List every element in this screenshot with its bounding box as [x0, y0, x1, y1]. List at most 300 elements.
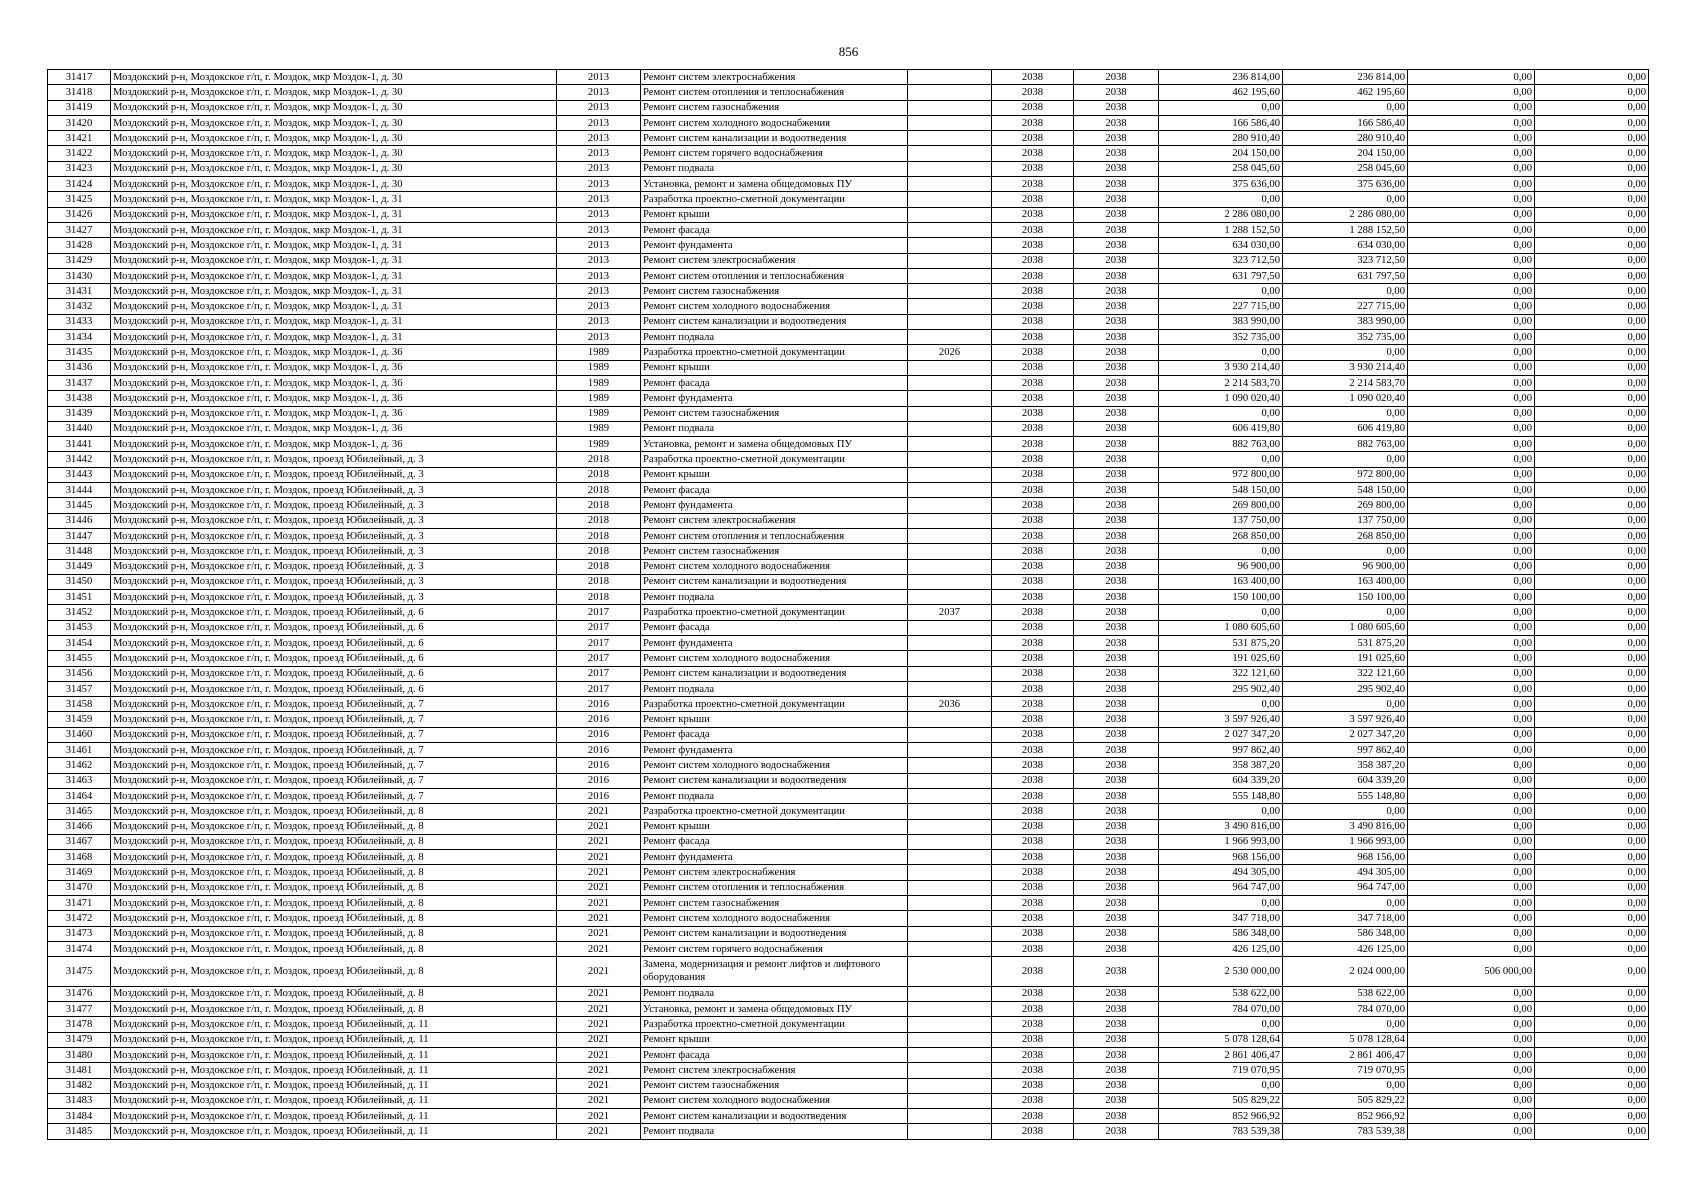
- period-start-cell: 2038: [992, 1109, 1074, 1124]
- table-row: [48, 773, 1649, 788]
- commission-year-cell: 2013: [557, 314, 641, 329]
- fund-cost-cell: 1 080 605,60: [1283, 620, 1408, 635]
- period-start-cell: 2038: [992, 804, 1074, 819]
- other-cost-cell: 0,00: [1535, 850, 1649, 865]
- subsidy-cost-cell: 0,00: [1408, 421, 1535, 436]
- address-cell: Моздокский р-н, Моздокское г/п, г. Моздок, мкр Моздок-1, д. 30: [111, 85, 557, 100]
- period-start-cell: 2038: [992, 467, 1074, 482]
- total-cost-cell: 322 121,60: [1159, 666, 1283, 681]
- period-end-cell: 2038: [1074, 635, 1159, 650]
- commission-year-cell: 2021: [557, 850, 641, 865]
- period-start-cell: 2038: [992, 1063, 1074, 1078]
- subsidy-cost-cell: 0,00: [1408, 1124, 1535, 1139]
- address-cell: Моздокский р-н, Моздокское г/п, г. Моздок, мкр Моздок-1, д. 31: [111, 222, 557, 237]
- commission-year-cell: 2013: [557, 207, 641, 222]
- table-row: [48, 926, 1649, 941]
- table-row: [48, 1032, 1649, 1047]
- subsidy-cost-cell: 0,00: [1408, 330, 1535, 345]
- planned-year-cell: [908, 880, 992, 895]
- table-row: [48, 253, 1649, 268]
- planned-year-cell: [908, 268, 992, 283]
- fund-cost-cell: 191 025,60: [1283, 651, 1408, 666]
- planned-year-cell: [908, 85, 992, 100]
- total-cost-cell: 631 797,50: [1159, 268, 1283, 283]
- address-cell: Моздокский р-н, Моздокское г/п, г. Моздок, проезд Юбилейный, д. 11: [111, 1093, 557, 1108]
- table-row: [48, 651, 1649, 666]
- fund-cost-cell: 882 763,00: [1283, 437, 1408, 452]
- table-row: [48, 743, 1649, 758]
- total-cost-cell: 383 990,00: [1159, 314, 1283, 329]
- fund-cost-cell: 1 966 993,00: [1283, 834, 1408, 849]
- period-start-cell: 2038: [992, 620, 1074, 635]
- work-type-cell: Ремонт систем отопления и теплоснабжения: [641, 880, 908, 895]
- fund-cost-cell: 347 718,00: [1283, 911, 1408, 926]
- row-number: 31456: [48, 666, 111, 681]
- other-cost-cell: 0,00: [1535, 957, 1649, 987]
- planned-year-cell: [908, 238, 992, 253]
- total-cost-cell: 494 305,00: [1159, 865, 1283, 880]
- fund-cost-cell: 0,00: [1283, 452, 1408, 467]
- subsidy-cost-cell: 0,00: [1408, 544, 1535, 559]
- period-end-cell: 2038: [1074, 406, 1159, 421]
- total-cost-cell: 634 030,00: [1159, 238, 1283, 253]
- planned-year-cell: [908, 222, 992, 237]
- subsidy-cost-cell: 0,00: [1408, 880, 1535, 895]
- total-cost-cell: 548 150,00: [1159, 483, 1283, 498]
- period-end-cell: 2038: [1074, 651, 1159, 666]
- fund-cost-cell: 258 045,60: [1283, 161, 1408, 176]
- row-number: 31429: [48, 253, 111, 268]
- total-cost-cell: 0,00: [1159, 605, 1283, 620]
- total-cost-cell: 505 829,22: [1159, 1093, 1283, 1108]
- period-end-cell: 2038: [1074, 712, 1159, 727]
- fund-cost-cell: 1 090 020,40: [1283, 391, 1408, 406]
- commission-year-cell: 2013: [557, 330, 641, 345]
- address-cell: Моздокский р-н, Моздокское г/п, г. Моздок, мкр Моздок-1, д. 36: [111, 421, 557, 436]
- total-cost-cell: 96 900,00: [1159, 559, 1283, 574]
- period-start-cell: 2038: [992, 1093, 1074, 1108]
- planned-year-cell: [908, 804, 992, 819]
- period-end-cell: 2038: [1074, 819, 1159, 834]
- fund-cost-cell: 531 875,20: [1283, 635, 1408, 650]
- address-cell: Моздокский р-н, Моздокское г/п, г. Моздок, проезд Юбилейный, д. 3: [111, 544, 557, 559]
- work-type-cell: Ремонт фундамента: [641, 635, 908, 650]
- table-row: [48, 161, 1649, 176]
- work-type-cell: Ремонт фундамента: [641, 391, 908, 406]
- other-cost-cell: 0,00: [1535, 743, 1649, 758]
- commission-year-cell: 2021: [557, 865, 641, 880]
- total-cost-cell: 606 419,80: [1159, 421, 1283, 436]
- period-end-cell: 2038: [1074, 1032, 1159, 1047]
- commission-year-cell: 2018: [557, 452, 641, 467]
- other-cost-cell: 0,00: [1535, 253, 1649, 268]
- row-number: 31418: [48, 85, 111, 100]
- period-end-cell: 2038: [1074, 697, 1159, 712]
- address-cell: Моздокский р-н, Моздокское г/п, г. Моздок, мкр Моздок-1, д. 30: [111, 146, 557, 161]
- period-end-cell: 2038: [1074, 528, 1159, 543]
- address-cell: Моздокский р-н, Моздокское г/п, г. Моздок, проезд Юбилейный, д. 6: [111, 620, 557, 635]
- other-cost-cell: 0,00: [1535, 1032, 1649, 1047]
- work-type-cell: Ремонт систем газоснабжения: [641, 100, 908, 115]
- other-cost-cell: 0,00: [1535, 222, 1649, 237]
- other-cost-cell: 0,00: [1535, 1093, 1649, 1108]
- period-end-cell: 2038: [1074, 1093, 1159, 1108]
- commission-year-cell: 2021: [557, 804, 641, 819]
- work-type-cell: Ремонт систем канализации и водоотведения: [641, 926, 908, 941]
- other-cost-cell: 0,00: [1535, 1124, 1649, 1139]
- subsidy-cost-cell: 0,00: [1408, 819, 1535, 834]
- subsidy-cost-cell: 0,00: [1408, 100, 1535, 115]
- table-row: [48, 896, 1649, 911]
- subsidy-cost-cell: 0,00: [1408, 620, 1535, 635]
- row-number: 31434: [48, 330, 111, 345]
- subsidy-cost-cell: 0,00: [1408, 834, 1535, 849]
- subsidy-cost-cell: 0,00: [1408, 605, 1535, 620]
- fund-cost-cell: 964 747,00: [1283, 880, 1408, 895]
- address-cell: Моздокский р-н, Моздокское г/п, г. Моздок, мкр Моздок-1, д. 36: [111, 360, 557, 375]
- row-number: 31446: [48, 513, 111, 528]
- other-cost-cell: 0,00: [1535, 115, 1649, 130]
- table-row: [48, 299, 1649, 314]
- fund-cost-cell: 634 030,00: [1283, 238, 1408, 253]
- planned-year-cell: [908, 1017, 992, 1032]
- fund-cost-cell: 586 348,00: [1283, 926, 1408, 941]
- period-start-cell: 2038: [992, 253, 1074, 268]
- address-cell: Моздокский р-н, Моздокское г/п, г. Моздок, мкр Моздок-1, д. 31: [111, 238, 557, 253]
- commission-year-cell: 2018: [557, 528, 641, 543]
- period-end-cell: 2038: [1074, 192, 1159, 207]
- total-cost-cell: 1 080 605,60: [1159, 620, 1283, 635]
- planned-year-cell: [908, 712, 992, 727]
- commission-year-cell: 2017: [557, 635, 641, 650]
- planned-year-cell: 2036: [908, 697, 992, 712]
- period-end-cell: 2038: [1074, 115, 1159, 130]
- fund-cost-cell: 538 622,00: [1283, 986, 1408, 1001]
- other-cost-cell: 0,00: [1535, 635, 1649, 650]
- row-number: 31457: [48, 681, 111, 696]
- work-type-cell: Ремонт крыши: [641, 360, 908, 375]
- subsidy-cost-cell: 0,00: [1408, 941, 1535, 956]
- commission-year-cell: 1989: [557, 375, 641, 390]
- period-end-cell: 2038: [1074, 590, 1159, 605]
- planned-year-cell: [908, 1093, 992, 1108]
- work-type-cell: Ремонт подвала: [641, 590, 908, 605]
- subsidy-cost-cell: 0,00: [1408, 712, 1535, 727]
- other-cost-cell: 0,00: [1535, 666, 1649, 681]
- commission-year-cell: 2018: [557, 559, 641, 574]
- subsidy-cost-cell: 0,00: [1408, 406, 1535, 421]
- work-type-cell: Ремонт систем отопления и теплоснабжения: [641, 85, 908, 100]
- work-type-cell: Ремонт систем горячего водоснабжения: [641, 941, 908, 956]
- period-start-cell: 2038: [992, 743, 1074, 758]
- fund-cost-cell: 1 288 152,50: [1283, 222, 1408, 237]
- other-cost-cell: 0,00: [1535, 773, 1649, 788]
- total-cost-cell: 5 078 128,64: [1159, 1032, 1283, 1047]
- row-number: 31447: [48, 528, 111, 543]
- planned-year-cell: [908, 437, 992, 452]
- period-end-cell: 2038: [1074, 957, 1159, 987]
- table-row: [48, 345, 1649, 360]
- commission-year-cell: 2021: [557, 986, 641, 1001]
- work-type-cell: Ремонт систем холодного водоснабжения: [641, 911, 908, 926]
- work-type-cell: Установка, ремонт и замена общедомовых ПУ: [641, 177, 908, 192]
- other-cost-cell: 0,00: [1535, 651, 1649, 666]
- commission-year-cell: 2013: [557, 146, 641, 161]
- work-type-cell: Ремонт систем горячего водоснабжения: [641, 146, 908, 161]
- fund-cost-cell: 375 636,00: [1283, 177, 1408, 192]
- subsidy-cost-cell: 0,00: [1408, 635, 1535, 650]
- period-start-cell: 2038: [992, 544, 1074, 559]
- total-cost-cell: 997 862,40: [1159, 743, 1283, 758]
- commission-year-cell: 2018: [557, 467, 641, 482]
- planned-year-cell: [908, 773, 992, 788]
- period-end-cell: 2038: [1074, 85, 1159, 100]
- commission-year-cell: 2021: [557, 1124, 641, 1139]
- address-cell: Моздокский р-н, Моздокское г/п, г. Моздок, проезд Юбилейный, д. 11: [111, 1109, 557, 1124]
- period-start-cell: 2038: [992, 727, 1074, 742]
- planned-year-cell: [908, 574, 992, 589]
- row-number: 31417: [48, 70, 111, 85]
- fund-cost-cell: 968 156,00: [1283, 850, 1408, 865]
- address-cell: Моздокский р-н, Моздокское г/п, г. Моздок, мкр Моздок-1, д. 31: [111, 330, 557, 345]
- total-cost-cell: 0,00: [1159, 544, 1283, 559]
- row-number: 31480: [48, 1047, 111, 1062]
- row-number: 31431: [48, 284, 111, 299]
- commission-year-cell: 2013: [557, 177, 641, 192]
- period-start-cell: 2038: [992, 941, 1074, 956]
- row-number: 31426: [48, 207, 111, 222]
- planned-year-cell: [908, 452, 992, 467]
- total-cost-cell: 323 712,50: [1159, 253, 1283, 268]
- subsidy-cost-cell: 0,00: [1408, 666, 1535, 681]
- table-row: [48, 513, 1649, 528]
- row-number: 31459: [48, 712, 111, 727]
- period-start-cell: 2038: [992, 314, 1074, 329]
- row-number: 31439: [48, 406, 111, 421]
- address-cell: Моздокский р-н, Моздокское г/п, г. Моздок, проезд Юбилейный, д. 6: [111, 635, 557, 650]
- total-cost-cell: 972 800,00: [1159, 467, 1283, 482]
- planned-year-cell: [908, 957, 992, 987]
- work-type-cell: Разработка проектно-сметной документации: [641, 345, 908, 360]
- fund-cost-cell: 322 121,60: [1283, 666, 1408, 681]
- period-start-cell: 2038: [992, 1124, 1074, 1139]
- subsidy-cost-cell: 0,00: [1408, 115, 1535, 130]
- other-cost-cell: 0,00: [1535, 177, 1649, 192]
- table-row: [48, 574, 1649, 589]
- commission-year-cell: 2021: [557, 941, 641, 956]
- row-number: 31443: [48, 467, 111, 482]
- row-number: 31453: [48, 620, 111, 635]
- fund-cost-cell: 3 490 816,00: [1283, 819, 1408, 834]
- period-start-cell: 2038: [992, 865, 1074, 880]
- commission-year-cell: 2016: [557, 697, 641, 712]
- work-type-cell: Ремонт фундамента: [641, 743, 908, 758]
- fund-cost-cell: 166 586,40: [1283, 115, 1408, 130]
- commission-year-cell: 2013: [557, 284, 641, 299]
- row-number: 31444: [48, 483, 111, 498]
- subsidy-cost-cell: 0,00: [1408, 467, 1535, 482]
- fund-cost-cell: 462 195,60: [1283, 85, 1408, 100]
- period-start-cell: 2038: [992, 528, 1074, 543]
- planned-year-cell: [908, 620, 992, 635]
- commission-year-cell: 2018: [557, 513, 641, 528]
- period-start-cell: 2038: [992, 574, 1074, 589]
- period-end-cell: 2038: [1074, 911, 1159, 926]
- planned-year-cell: [908, 330, 992, 345]
- commission-year-cell: 2017: [557, 605, 641, 620]
- total-cost-cell: 280 910,40: [1159, 131, 1283, 146]
- total-cost-cell: 604 339,20: [1159, 773, 1283, 788]
- period-end-cell: 2038: [1074, 268, 1159, 283]
- planned-year-cell: [908, 100, 992, 115]
- other-cost-cell: 0,00: [1535, 804, 1649, 819]
- address-cell: Моздокский р-н, Моздокское г/п, г. Моздок, мкр Моздок-1, д. 31: [111, 314, 557, 329]
- period-start-cell: 2038: [992, 192, 1074, 207]
- other-cost-cell: 0,00: [1535, 681, 1649, 696]
- planned-year-cell: [908, 483, 992, 498]
- table-row: [48, 697, 1649, 712]
- work-type-cell: Ремонт крыши: [641, 467, 908, 482]
- period-start-cell: 2038: [992, 666, 1074, 681]
- work-type-cell: Разработка проектно-сметной документации: [641, 605, 908, 620]
- address-cell: Моздокский р-н, Моздокское г/п, г. Моздок, проезд Юбилейный, д. 11: [111, 1047, 557, 1062]
- fund-cost-cell: 0,00: [1283, 1078, 1408, 1093]
- total-cost-cell: 375 636,00: [1159, 177, 1283, 192]
- address-cell: Моздокский р-н, Моздокское г/п, г. Моздок, проезд Юбилейный, д. 7: [111, 743, 557, 758]
- table-row: [48, 911, 1649, 926]
- period-start-cell: 2038: [992, 986, 1074, 1001]
- fund-cost-cell: 3 597 926,40: [1283, 712, 1408, 727]
- other-cost-cell: 0,00: [1535, 590, 1649, 605]
- period-start-cell: 2038: [992, 421, 1074, 436]
- period-start-cell: 2038: [992, 360, 1074, 375]
- address-cell: Моздокский р-н, Моздокское г/п, г. Моздок, проезд Юбилейный, д. 3: [111, 590, 557, 605]
- period-start-cell: 2038: [992, 513, 1074, 528]
- planned-year-cell: [908, 743, 992, 758]
- other-cost-cell: 0,00: [1535, 620, 1649, 635]
- period-end-cell: 2038: [1074, 498, 1159, 513]
- other-cost-cell: 0,00: [1535, 697, 1649, 712]
- address-cell: Моздокский р-н, Моздокское г/п, г. Моздок, мкр Моздок-1, д. 36: [111, 437, 557, 452]
- subsidy-cost-cell: 0,00: [1408, 528, 1535, 543]
- period-start-cell: 2038: [992, 483, 1074, 498]
- period-end-cell: 2038: [1074, 865, 1159, 880]
- fund-cost-cell: 0,00: [1283, 1017, 1408, 1032]
- other-cost-cell: 0,00: [1535, 131, 1649, 146]
- total-cost-cell: 347 718,00: [1159, 911, 1283, 926]
- other-cost-cell: 0,00: [1535, 559, 1649, 574]
- period-end-cell: 2038: [1074, 681, 1159, 696]
- total-cost-cell: 426 125,00: [1159, 941, 1283, 956]
- address-cell: Моздокский р-н, Моздокское г/п, г. Моздок, проезд Юбилейный, д. 8: [111, 1002, 557, 1017]
- period-end-cell: 2038: [1074, 391, 1159, 406]
- other-cost-cell: 0,00: [1535, 880, 1649, 895]
- fund-cost-cell: 0,00: [1283, 284, 1408, 299]
- row-number: 31460: [48, 727, 111, 742]
- planned-year-cell: 2037: [908, 605, 992, 620]
- period-start-cell: 2038: [992, 391, 1074, 406]
- work-type-cell: Ремонт систем холодного водоснабжения: [641, 1093, 908, 1108]
- other-cost-cell: 0,00: [1535, 1002, 1649, 1017]
- other-cost-cell: 0,00: [1535, 513, 1649, 528]
- other-cost-cell: 0,00: [1535, 207, 1649, 222]
- table-row: [48, 605, 1649, 620]
- period-start-cell: 2038: [992, 330, 1074, 345]
- table-row: [48, 850, 1649, 865]
- commission-year-cell: 2021: [557, 834, 641, 849]
- planned-year-cell: [908, 727, 992, 742]
- fund-cost-cell: 268 850,00: [1283, 528, 1408, 543]
- address-cell: Моздокский р-н, Моздокское г/п, г. Моздок, проезд Юбилейный, д. 6: [111, 651, 557, 666]
- table-row: [48, 1093, 1649, 1108]
- total-cost-cell: 3 490 816,00: [1159, 819, 1283, 834]
- row-number: 31435: [48, 345, 111, 360]
- table-row: [48, 1047, 1649, 1062]
- address-cell: Моздокский р-н, Моздокское г/п, г. Моздок, проезд Юбилейный, д. 7: [111, 697, 557, 712]
- commission-year-cell: 2013: [557, 161, 641, 176]
- table-row: [48, 391, 1649, 406]
- planned-year-cell: [908, 788, 992, 803]
- total-cost-cell: 0,00: [1159, 406, 1283, 421]
- period-start-cell: 2038: [992, 957, 1074, 987]
- fund-cost-cell: 494 305,00: [1283, 865, 1408, 880]
- work-type-cell: Ремонт фундамента: [641, 850, 908, 865]
- commission-year-cell: 2021: [557, 880, 641, 895]
- row-number: 31438: [48, 391, 111, 406]
- period-start-cell: 2038: [992, 70, 1074, 85]
- period-start-cell: 2038: [992, 605, 1074, 620]
- total-cost-cell: 0,00: [1159, 192, 1283, 207]
- total-cost-cell: 1 288 152,50: [1159, 222, 1283, 237]
- period-start-cell: 2038: [992, 207, 1074, 222]
- planned-year-cell: [908, 1109, 992, 1124]
- table-row: [48, 375, 1649, 390]
- work-type-cell: Ремонт систем газоснабжения: [641, 1078, 908, 1093]
- work-type-cell: Ремонт систем электроснабжения: [641, 1063, 908, 1078]
- address-cell: Моздокский р-н, Моздокское г/п, г. Моздок, мкр Моздок-1, д. 36: [111, 391, 557, 406]
- subsidy-cost-cell: 0,00: [1408, 926, 1535, 941]
- work-type-cell: Ремонт подвала: [641, 1124, 908, 1139]
- commission-year-cell: 2017: [557, 651, 641, 666]
- work-type-cell: Ремонт подвала: [641, 161, 908, 176]
- fund-cost-cell: 236 814,00: [1283, 70, 1408, 85]
- fund-cost-cell: 0,00: [1283, 544, 1408, 559]
- row-number: 31464: [48, 788, 111, 803]
- work-type-cell: Разработка проектно-сметной документации: [641, 192, 908, 207]
- other-cost-cell: 0,00: [1535, 896, 1649, 911]
- table-row: [48, 268, 1649, 283]
- row-number: 31442: [48, 452, 111, 467]
- work-type-cell: Ремонт систем газоснабжения: [641, 896, 908, 911]
- table-row: [48, 681, 1649, 696]
- period-start-cell: 2038: [992, 345, 1074, 360]
- subsidy-cost-cell: 0,00: [1408, 804, 1535, 819]
- table-row: [48, 360, 1649, 375]
- period-end-cell: 2038: [1074, 146, 1159, 161]
- period-start-cell: 2038: [992, 437, 1074, 452]
- subsidy-cost-cell: 0,00: [1408, 1047, 1535, 1062]
- commission-year-cell: 1989: [557, 391, 641, 406]
- table-row: [48, 727, 1649, 742]
- period-end-cell: 2038: [1074, 222, 1159, 237]
- fund-cost-cell: 204 150,00: [1283, 146, 1408, 161]
- commission-year-cell: 2021: [557, 1017, 641, 1032]
- table-row: [48, 85, 1649, 100]
- subsidy-cost-cell: 0,00: [1408, 590, 1535, 605]
- work-type-cell: Ремонт фасада: [641, 222, 908, 237]
- work-type-cell: Ремонт систем канализации и водоотведения: [641, 1109, 908, 1124]
- total-cost-cell: 852 966,92: [1159, 1109, 1283, 1124]
